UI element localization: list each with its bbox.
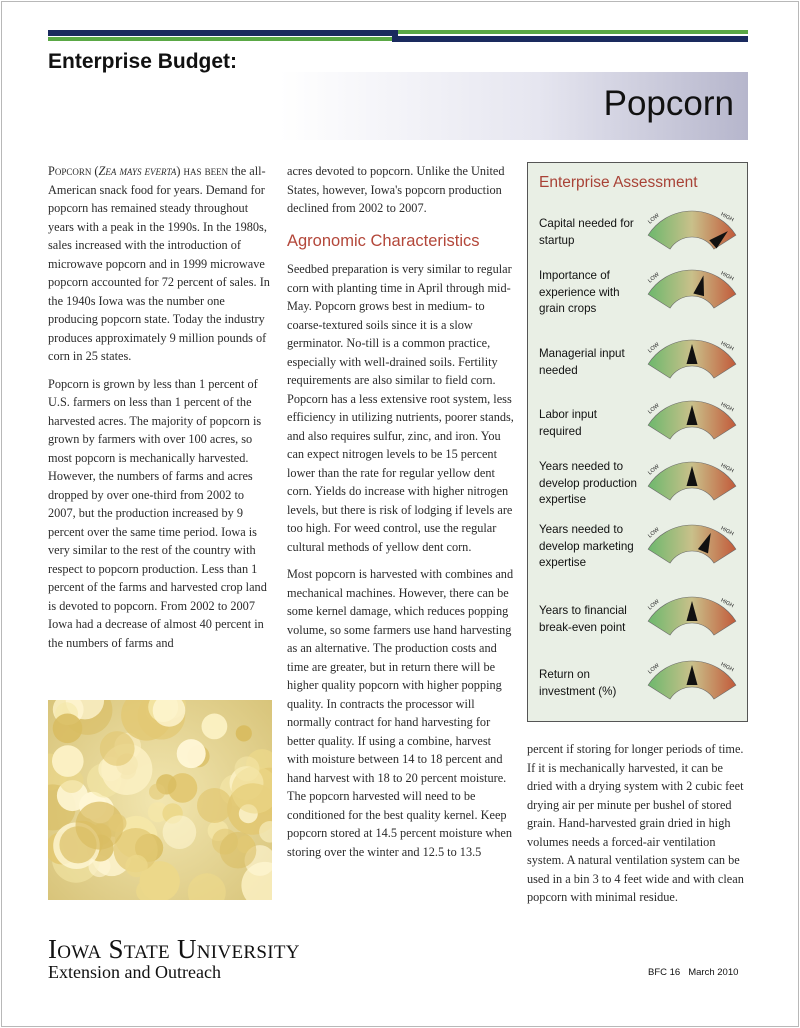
- popcorn-kernel: [125, 855, 147, 877]
- gauge-low-label: LOW: [647, 212, 661, 226]
- gauge-high-label: HIGH: [719, 401, 735, 414]
- popcorn-photo: [48, 700, 272, 900]
- paragraph-harvest: Most popcorn is harvested with combines and mechanical machines. However, there can be some kernel damage, which reduces popping volume, so some farmers use hand harvesting as an alternative. The production costs and time are greater, but in return there will be higher quality popcorn with higher popping quality. In contracts the processor will normally contract for hand harvesting for better quality. If using a combine, harvest with moisture between 14 to 18 percent and hand harvest with 18 to 20 percent moisture. The popcorn harvested will need to be conditioned for the best quality kernel. Keep popcorn stored at 14.5 percent moisture when storing over the winter and 12.5 to 13.5: [287, 567, 514, 859]
- assessment-row: [528, 657, 747, 717]
- popcorn-kernel: [52, 745, 84, 777]
- title-band: [280, 72, 748, 140]
- popcorn-kernel: [220, 832, 257, 869]
- gauge-high-label: HIGH: [719, 597, 735, 610]
- paragraph-acres: acres devoted to popcorn. Unlike the United States, however, Iowa's popcorn production declined from 2002 to 2007.: [287, 164, 505, 215]
- assessment-row: [528, 593, 747, 653]
- intro-text: the all-American snack food for years. Demand for popcorn has remained steady throughout years with a peak in the 1990s. In the 1980s, sales increased with the introduction of microwave popcorn and in 1999 microwave popcorn accounted for 72 percent of sales. In the 1940s Iowa was the number one producing popcorn state. Today the industry produces approximately 9 million pounds of corn in 25 states.: [48, 164, 270, 363]
- paragraph-seedbed: Seedbed preparation is very similar to regular corn with planting time in April through mid-May. Popcorn grows best in medium- to coarse-textured soils since it is a slow germinator. No-till is a common practice, especially with well-drained soils. Fertility requirements are also similar to field corn. Popcorn has a less extensive root system, less efficiency in utilizing nutrients, poorer stands, and also requires sulfur, zinc, and iron. You can expect nitrogen levels to be 15 percent lower than the rate for regular yellow dent corn. Yields do increase with higher nitrogen levels, but there is risk of lodging if levels are too high. For weed control, use the regular cultural methods of yellow dent corn.: [287, 262, 514, 554]
- assessment-gauge: [642, 397, 742, 457]
- extension-label: Extension and Outreach: [48, 962, 221, 982]
- popcorn-kernel: [53, 714, 83, 744]
- assessment-label: Years needed to develop production expertise: [539, 460, 637, 506]
- assessment-gauge: [642, 207, 742, 267]
- assessment-row: [528, 336, 747, 396]
- popcorn-kernel: [149, 784, 165, 800]
- assessment-title: Enterprise Assessment: [539, 174, 698, 191]
- assessment-gauge: [642, 336, 742, 396]
- species-name: Zea mays everta: [98, 164, 177, 178]
- assessment-row: [528, 397, 747, 457]
- assessment-row: [528, 207, 747, 267]
- gauge-low-label: LOW: [647, 662, 661, 676]
- column-2: [287, 162, 515, 870]
- intro-paragraph: [48, 162, 270, 366]
- publication-date: March 2010: [688, 967, 739, 978]
- paragraph-storage: percent if storing for longer periods of time. If it is mechanically harvested, it can be dried with a drying system with 2 cubic feet drying air per minute per bushel of stored grain. Hand-harvested grain dried in high volumes needs a forced-air ventilation system. A natural ventilation system can be used in a bin 3 to 4 feet wide and with clean popcorn with minimal residue.: [527, 742, 744, 904]
- section-heading-agronomic: Agronomic Characteristics: [287, 231, 480, 250]
- gauge-high-label: HIGH: [719, 525, 735, 538]
- header-label: Enterprise Budget:: [48, 50, 238, 73]
- assessment-label: Return on investment (%): [539, 668, 617, 698]
- bfc-code: BFC 16: [648, 967, 681, 978]
- popcorn-kernel: [202, 714, 228, 740]
- popcorn-kernel: [188, 873, 226, 900]
- paragraph-production: Popcorn is grown by less than 1 percent of U.S. farmers on less than 1 percent of the harvested acres. The majority of popcorn is grown by farmers with over 100 acres, so most popcorn is mechanically harvested. However, the numbers of farms and acres dropped by over one-third from 2002 to 2007, but the production increased by 9 percent over the same time period. Iowa is very similar to the rest of the country with respect to popcorn production. Less than 1 percent of the farms and harvested crop land is devoted to popcorn. From 2002 to 2007 Iowa had a decrease of almost 40 percent in the numbers of farms and: [48, 376, 267, 650]
- gauge-low-label: LOW: [647, 463, 661, 477]
- assessment-gauge: [642, 458, 742, 518]
- popcorn-kernel: [100, 731, 135, 766]
- gauge-low-label: LOW: [647, 271, 661, 285]
- gauge-low-label: LOW: [647, 402, 661, 416]
- intro-lead: Popcorn (: [48, 164, 99, 178]
- enterprise-assessment-panel: [527, 162, 748, 722]
- assessment-row: [528, 458, 747, 518]
- popcorn-kernel: [108, 814, 126, 832]
- assessment-gauge: [642, 593, 742, 653]
- assessment-gauge: [642, 266, 742, 326]
- assessment-label: Importance of experience with grain crops: [539, 269, 620, 315]
- popcorn-kernel: [236, 725, 252, 741]
- gauge-low-label: LOW: [647, 598, 661, 612]
- assessment-label: Labor input required: [539, 408, 598, 438]
- assessment-label: Managerial input needed: [539, 347, 625, 377]
- university-logo: Iowa State University: [48, 934, 300, 964]
- popcorn-kernel: [59, 826, 96, 863]
- assessment-gauge: [642, 521, 742, 581]
- popcorn-kernel: [163, 815, 197, 849]
- column-1: [48, 162, 270, 661]
- column-3: [527, 740, 749, 916]
- gauge-low-label: LOW: [647, 526, 661, 540]
- gauge-high-label: HIGH: [719, 270, 735, 283]
- popcorn-kernel: [177, 739, 206, 768]
- gauge-high-label: HIGH: [719, 462, 735, 475]
- assessment-label: Years needed to develop marketing expertise: [539, 523, 634, 569]
- gauge-high-label: HIGH: [719, 340, 735, 353]
- intro-lead-2: ) has been: [176, 164, 229, 178]
- gauge-low-label: LOW: [647, 341, 661, 355]
- assessment-gauge: [642, 657, 742, 717]
- popcorn-kernel: [197, 788, 232, 823]
- assessment-row: [528, 521, 747, 581]
- publication-code: [648, 967, 738, 978]
- gauge-high-label: HIGH: [719, 661, 735, 674]
- page-title: Popcorn: [603, 84, 734, 123]
- gauge-high-label: HIGH: [719, 211, 735, 224]
- popcorn-kernel: [235, 756, 260, 781]
- header-rule: [48, 0, 748, 48]
- assessment-row: [528, 266, 747, 326]
- assessment-label: Years to financial break-even point: [539, 604, 627, 634]
- assessment-label: Capital needed for startup: [539, 217, 634, 247]
